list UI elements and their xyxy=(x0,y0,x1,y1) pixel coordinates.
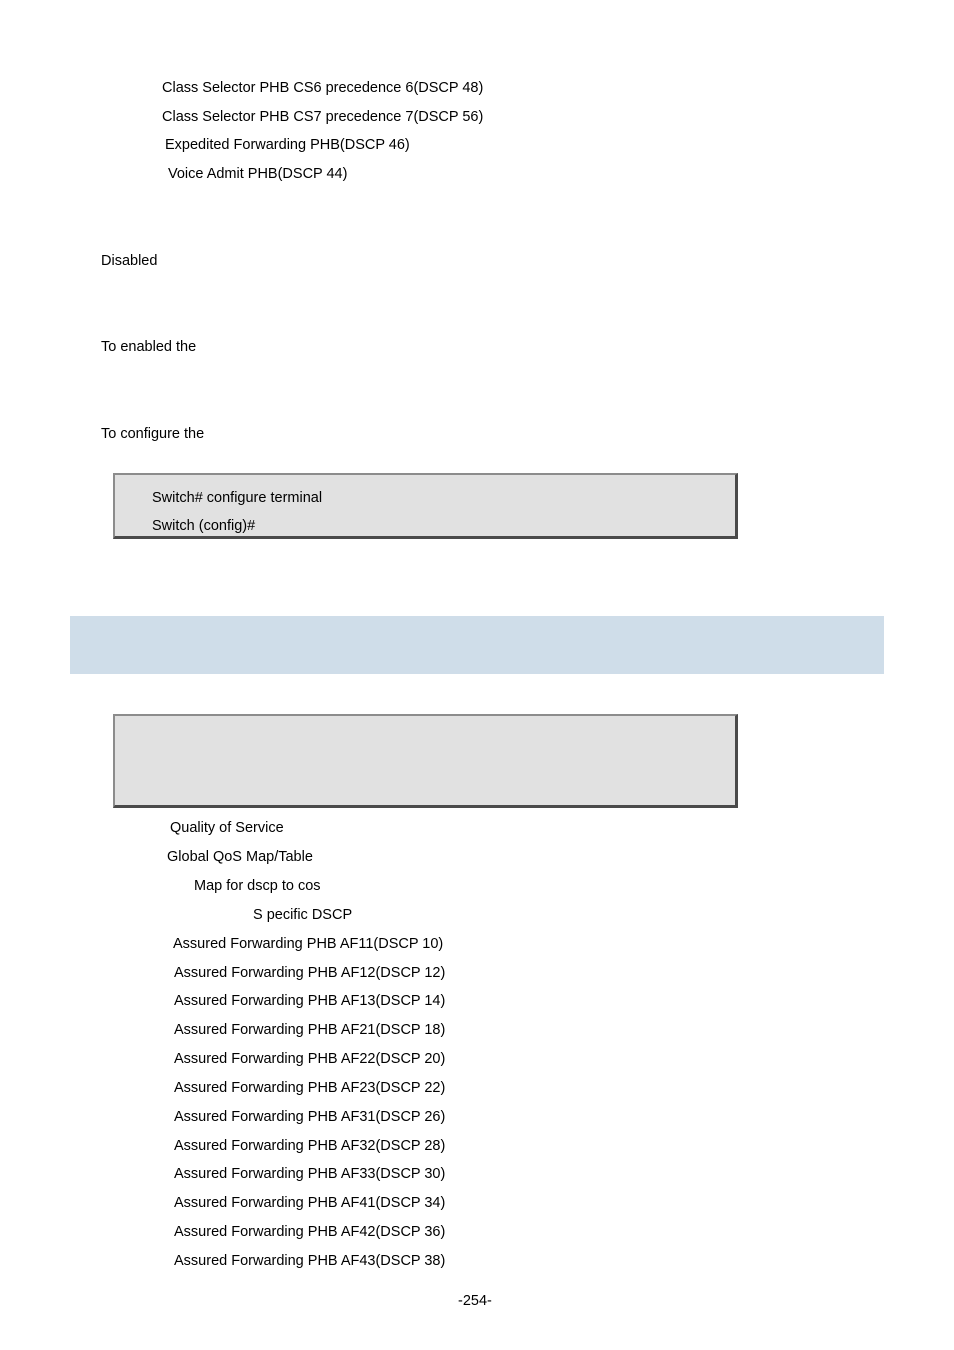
default-value: Disabled xyxy=(101,253,158,269)
list-item: Assured Forwarding PHB AF41(DSCP 34) xyxy=(174,1195,446,1211)
usage-text: To enabled the xyxy=(101,339,197,355)
example-code-box xyxy=(113,473,738,539)
list-item: Assured Forwarding PHB AF33(DSCP 30) xyxy=(174,1166,446,1182)
list-item: Assured Forwarding PHB AF21(DSCP 18) xyxy=(174,1022,446,1038)
command-syntax-box xyxy=(113,714,738,808)
list-item: Class Selector PHB CS6 precedence 6(DSCP 48) xyxy=(162,80,484,96)
list-item: Assured Forwarding PHB AF42(DSCP 36) xyxy=(174,1224,446,1240)
list-item: Assured Forwarding PHB AF22(DSCP 20) xyxy=(174,1051,446,1067)
page-number: -254- xyxy=(458,1293,492,1309)
list-item: Assured Forwarding PHB AF11(DSCP 10) xyxy=(173,936,444,952)
code-line: Switch (config)# xyxy=(152,518,256,534)
param-line: Global QoS Map/Table xyxy=(167,849,313,865)
list-item: Assured Forwarding PHB AF43(DSCP 38) xyxy=(174,1253,446,1269)
list-item: Voice Admit PHB(DSCP 44) xyxy=(168,166,348,182)
code-line: Switch# configure terminal xyxy=(152,490,323,506)
list-item: Class Selector PHB CS7 precedence 7(DSCP 56) xyxy=(162,109,484,125)
section-heading-band xyxy=(70,616,884,674)
list-item: Assured Forwarding PHB AF12(DSCP 12) xyxy=(174,965,446,981)
param-line: Map for dscp to cos xyxy=(194,878,321,894)
list-item: Assured Forwarding PHB AF13(DSCP 14) xyxy=(174,993,446,1009)
list-item: Assured Forwarding PHB AF32(DSCP 28) xyxy=(174,1138,446,1154)
param-line: S pecific DSCP xyxy=(253,907,353,923)
param-line: Quality of Service xyxy=(170,820,284,836)
list-item: Assured Forwarding PHB AF31(DSCP 26) xyxy=(174,1109,446,1125)
list-item: Expedited Forwarding PHB(DSCP 46) xyxy=(165,137,410,153)
list-item: Assured Forwarding PHB AF23(DSCP 22) xyxy=(174,1080,446,1096)
example-text: To configure the xyxy=(101,426,205,442)
